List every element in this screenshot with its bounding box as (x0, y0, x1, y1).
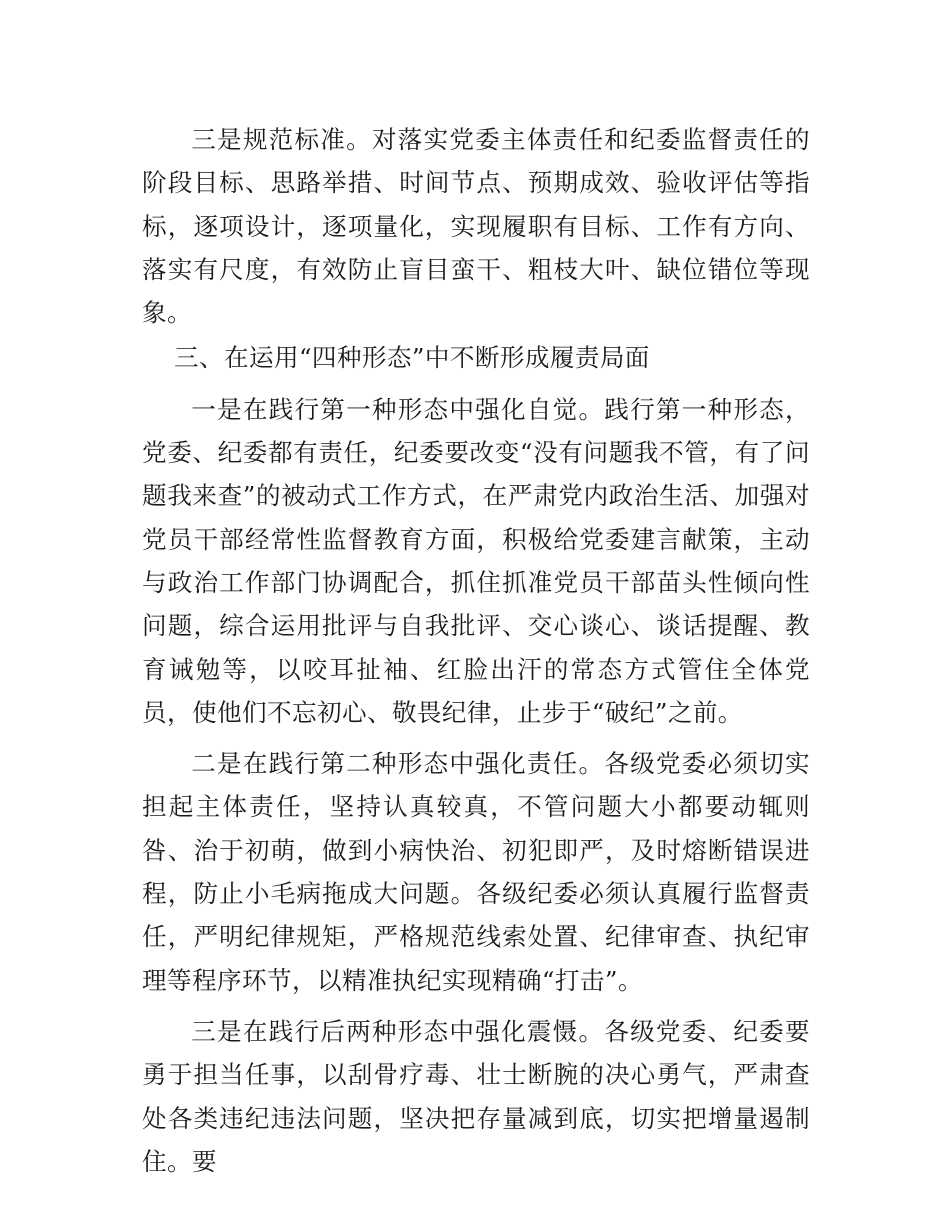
paragraph-second-form: 二是在践行第二种形态中强化责任。各级党委必须切实担起主体责任，坚持认真较真，不管问题大小都要动辄则咎、治于初萌，做到小病快治、初犯即严，及时熔断错误进程，防止小毛病拖成大问题。各级纪委必须认真履行监督责任，严明纪律规矩，严格规范线索处置、纪律审查、执纪审理等程序环节，以精准执纪实现精确“打击”。 (142, 749, 810, 995)
paragraph-standardize: 三是规范标准。对落实党委主体责任和纪委监督责任的阶段目标、思路举措、时间节点、预期成效、验收评估等指标，逐项设计，逐项量化，实现履职有目标、工作有方向、落实有尺度，有效防止盲目蛮干、粗枝大叶、缺位错位等现象。 (142, 125, 810, 328)
paragraph-last-two-forms: 三是在践行后两种形态中强化震慑。各级党委、纪委要勇于担当任事，以刮骨疗毒、壮士断腕的决心勇气，严肃查处各类违纪违法问题，坚决把存量减到底，切实把增量遏制住。要 (142, 1016, 810, 1176)
document-page (142, 118, 810, 1183)
paragraph-first-form: 一是在践行第一种形态中强化自觉。践行第一种形态，党委、纪委都有责任，纪委要改变“没有问题我不管，有了问题我来查”的被动式工作方式，在严肃党内政治生活、加强对党员干部经常性监督教育方面，积极给党委建言献策，主动与政治工作部门协调配合，抓住抓准党员干部苗头性倾向性问题，综合运用批评与自我批评、交心谈心、谈话提醒、教育诫勉等，以咬耳扯袖、红脸出汗的常态方式管住全体党员，使他们不忘初心、敬畏纪律，止步于“破纪”之前。 (142, 394, 810, 727)
section-heading-four-forms: 三、在运用“四种形态”中不断形成履责局面 (173, 343, 650, 373)
